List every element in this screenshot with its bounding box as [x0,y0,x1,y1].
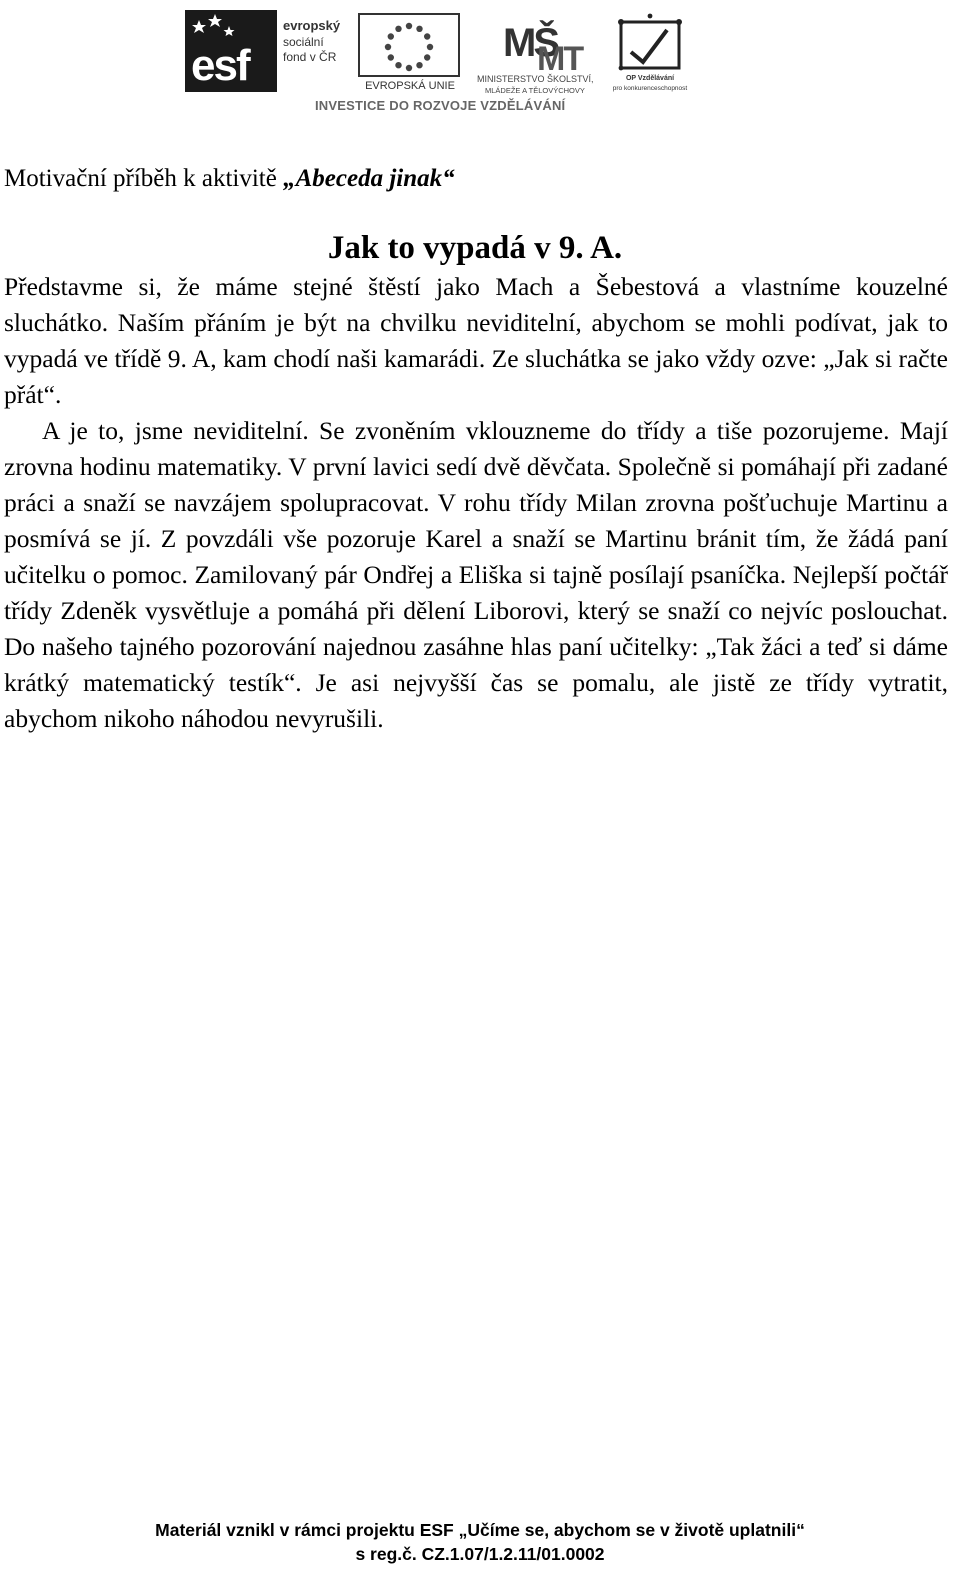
logo-strip [185,8,705,120]
esf-line-1: evropský [283,18,341,33]
op-line-1: OP Vzdělávání [625,75,675,82]
story-text [4,269,948,737]
msmt-line-2: MLÁDEŽE A TĚLOVÝCHOVY [485,86,585,95]
svg-text:MT: MT [537,40,583,78]
esf-line-2: sociální [283,35,324,49]
footer-project-line: Materiál vznikl v rámci projektu ESF „Učíme se, abychom se v životě uplatnili“ [155,1520,805,1540]
story-paragraph-2: A je to, jsme neviditelní. Se zvoněním vklouzneme do třídy a tiše pozorujeme. Mají zrovna hodinu matematiky. V první lavici sedí dvě děvčata. Společně si pomáhají při zadané práci a snaží se navzájem spolupracovat. V rohu třídy Milan zrovna pošťuchuje Martinu a posmívá se jí. Z povzdáli vše pozoruje Karel a snaží se Martinu bránit tím, že žádá paní učitelku o pomoc. Zamilovaný pár Ondřej a Eliška si tajně posílají psaníčka. Nejlepší počtář třídy Zdeněk vysvětluje a pomáhá při dělení Liborovi, který se snaží co nejvíc poslouchat. Do našeho tajného pozorování najednou zasáhne hlas paní učitelky: „Tak žáci a teď si dáme krátký matematický testík“. Je asi nejvyšší čas se pomalu, ale jistě ze třídy vytratit, abychom nikoho náhodou nevyrušili. [4,416,948,733]
msmt-line-1: MINISTERSTVO ŠKOLSTVÍ, [477,74,594,84]
esf-line-3: fond v ČR [283,50,337,64]
op-vk-logo [605,12,705,96]
story-paragraph-1: Představme si, že máme stejné štěstí jako Mach a Šebestová a vlastníme kouzelné sluchátko. Naším přáním je být na chvilku neviditelní, abychom se mohli podívat, jak to vypadá ve třídě 9. A, kam chodí naši kamarádi. Ze sluchátka se jako vždy ozve: „Jak si račte přát“. [4,272,948,409]
eu-flag-logo [355,12,465,92]
eu-logo-text: EVROPSKÁ UNIE [365,80,455,92]
svg-text:MŠ: MŠ [503,21,557,65]
footer-registration-line: s reg.č. CZ.1.07/1.2.11/01.0002 [355,1544,605,1564]
intro-line [4,162,455,196]
svg-text:esf: esf [191,41,249,90]
logo-caption: INVESTICE DO ROZVOJE VZDĚLÁVÁNÍ [315,98,566,113]
page-title: Jak to vypadá v 9. A. [327,230,623,266]
msmt-logo [475,8,600,96]
op-line-2: pro konkurenceschopnost [612,85,688,92]
activity-name: „Abeceda jinak“ [283,165,455,192]
esf-logo [185,10,345,92]
intro-prefix: Motivační příběh k aktivitě [4,165,284,192]
footer [0,1518,960,1566]
